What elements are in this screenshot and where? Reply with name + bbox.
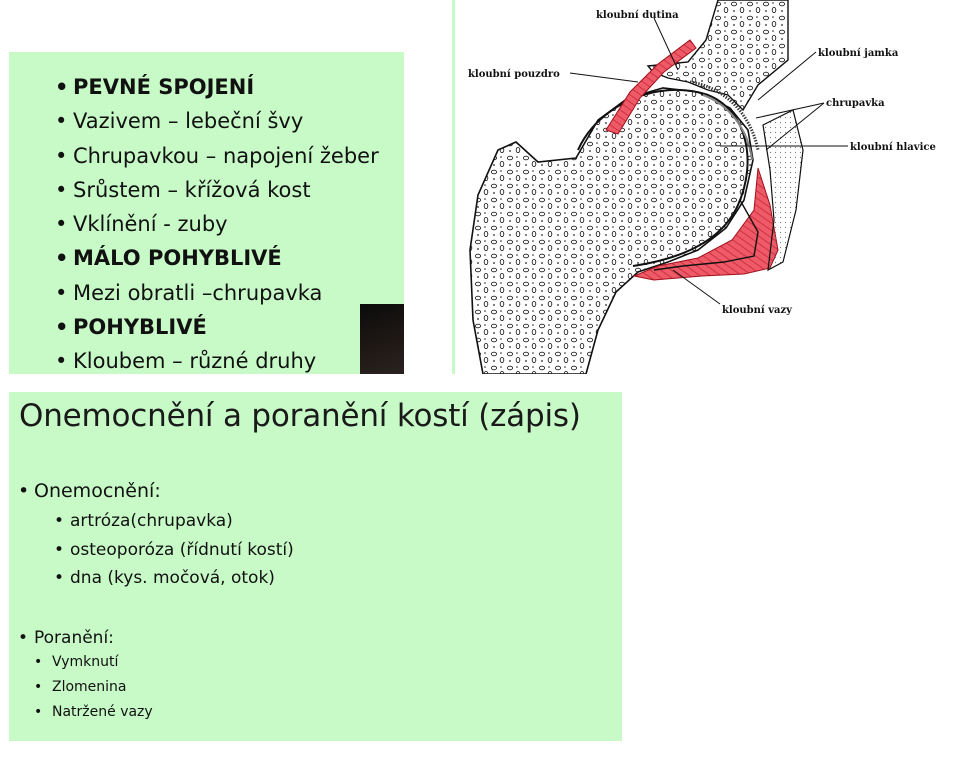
list-item: • Vymknutí <box>52 650 153 675</box>
label-ligaments: kloubní vazy <box>722 305 792 316</box>
bone-diseases-slide <box>9 392 622 741</box>
list-item: • osteoporóza (řídnutí kostí) <box>70 536 294 565</box>
slide-title: Onemocnění a poranění kostí (zápis) <box>19 398 581 434</box>
list-item: • Chrupavkou – napojení žeber <box>73 139 379 173</box>
label-joint-capsule: kloubní pouzdro <box>468 69 560 80</box>
list-item: • Vazivem – lebeční švy <box>73 104 379 138</box>
joints-slide <box>9 52 404 374</box>
diseases-heading: • Onemocnění: <box>34 480 161 502</box>
injuries-heading: • Poranění: <box>34 628 114 648</box>
list-item: • Vklínění - zuby <box>73 207 379 241</box>
cropped-photo <box>360 304 404 374</box>
list-item: • Srůstem – křížová kost <box>73 173 379 207</box>
list-item: • artróza(chrupavka) <box>70 507 294 536</box>
joint-diagram <box>458 0 969 374</box>
list-item-movable: • POHYBLIVÉ <box>73 310 379 344</box>
list-item: • Kloubem – různé druhy <box>73 344 379 374</box>
list-item-semi-movable: • MÁLO POHYBLIVÉ <box>73 241 379 275</box>
panel-divider <box>452 0 455 374</box>
label-joint-head: kloubní hlavice <box>850 142 936 153</box>
list-item: • Zlomenina <box>52 675 153 700</box>
list-item: • dna (kys. močová, otok) <box>70 564 294 593</box>
joint-types-list <box>73 70 379 374</box>
label-joint-cavity: kloubní dutina <box>596 10 679 21</box>
list-item-fixed-joints: • PEVNÉ SPOJENÍ <box>73 70 379 104</box>
label-cartilage: chrupavka <box>826 98 885 109</box>
injuries-list <box>52 650 153 725</box>
label-joint-socket: kloubní jamka <box>818 48 899 59</box>
list-item: • Mezi obratli –chrupavka <box>73 276 379 310</box>
diseases-list <box>70 507 294 593</box>
list-item: • Natržené vazy <box>52 700 153 725</box>
